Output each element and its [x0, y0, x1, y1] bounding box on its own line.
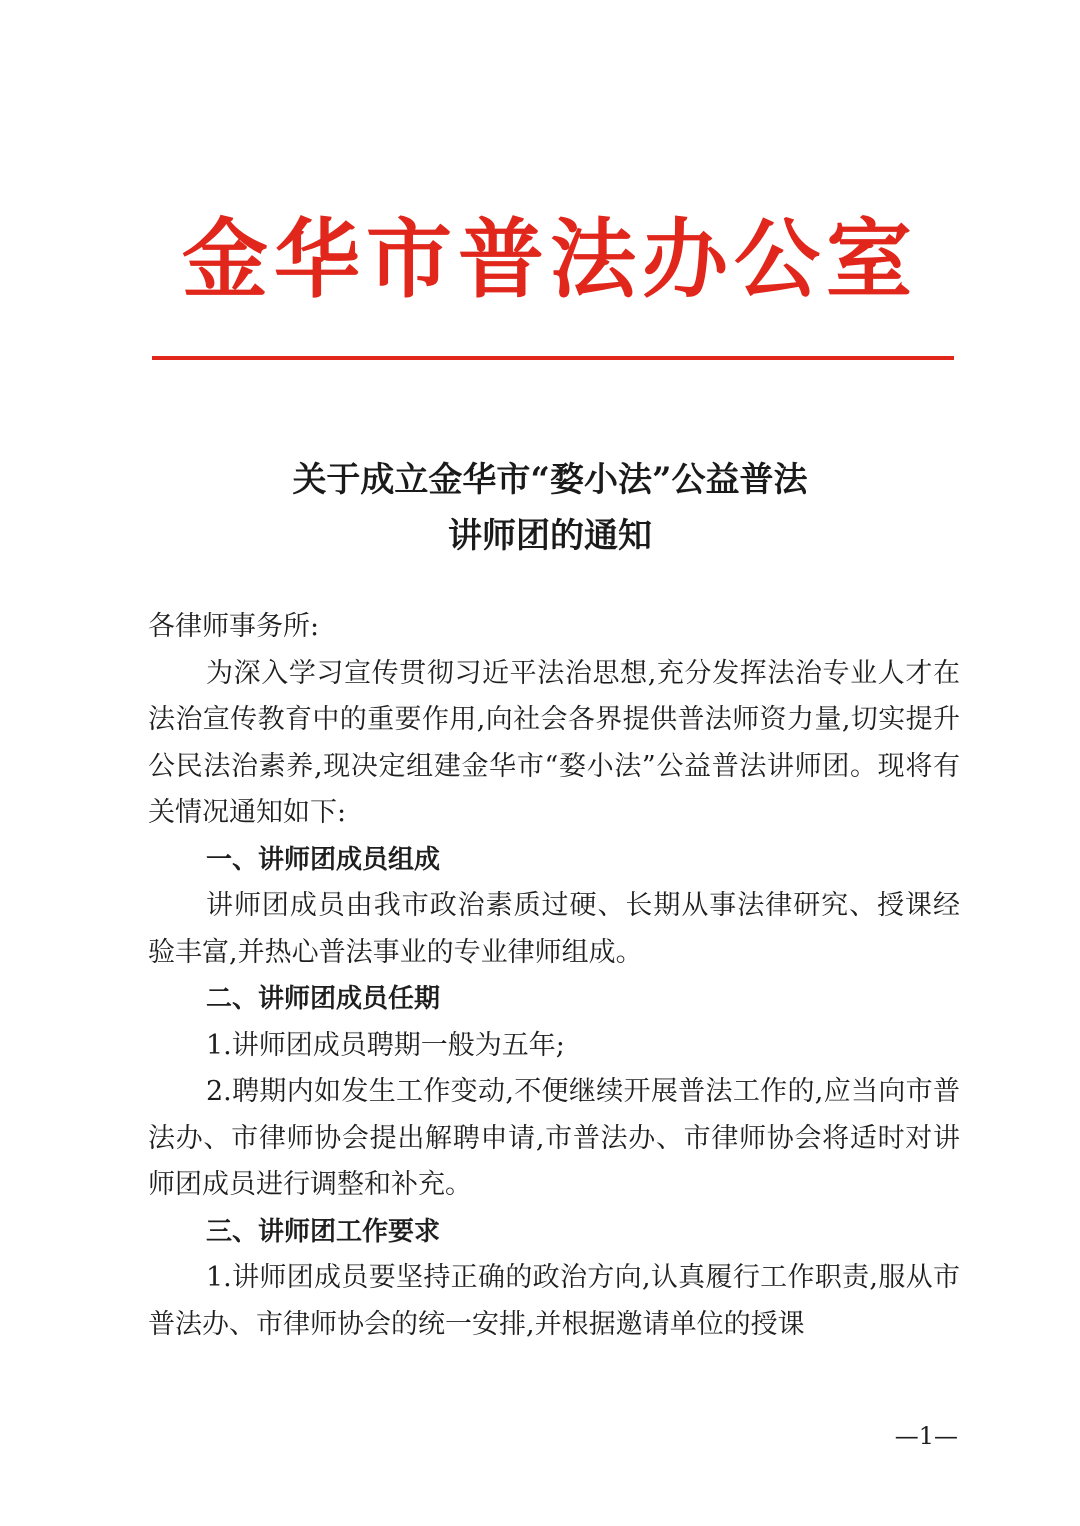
section-heading-requirements: 三、讲师团工作要求	[206, 1216, 441, 1247]
header-red-rule	[152, 356, 954, 360]
section-heading-members: 一、讲师团成员组成	[206, 844, 441, 875]
section-paragraph: 1.讲师团成员要坚持正确的政治方向,认真履行工作职责,服从市普法办、市律师协会的统一安排,并根据邀请单位的授课	[148, 1262, 960, 1340]
page-number: —1—	[894, 1422, 958, 1450]
document-body	[148, 604, 960, 1348]
issuing-org-title: 金华市普法办公室	[182, 209, 918, 310]
section-paragraph: 1.讲师团成员聘期一般为五年;	[206, 1029, 565, 1061]
salutation: 各律师事务所:	[148, 611, 320, 642]
document-title	[150, 452, 950, 564]
section-paragraph: 讲师团成员由我市政治素质过硬、长期从事法律研究、授课经验丰富,并热心普法事业的专业律师组成。	[148, 890, 960, 968]
document-title-line-1: 关于成立金华市“婺小法”公益普法	[292, 460, 808, 500]
section-heading-term: 二、讲师团成员任期	[206, 984, 441, 1014]
document-title-line-2: 讲师团的通知	[448, 516, 652, 556]
intro-paragraph: 为深入学习宣传贯彻习近平法治思想,充分发挥法治专业人才在法治宣传教育中的重要作用,向社会各界提供普法师资力量,切实提升公民法治素养,现决定组建金华市“婺小法”公益普法讲师团。现将有关情况通知如下:	[148, 657, 960, 828]
section-paragraph: 2.聘期内如发生工作变动,不便继续开展普法工作的,应当向市普法办、市律师协会提出解聘申请,市普法办、市律师协会将适时对讲师团成员进行调整和补充。	[148, 1076, 960, 1200]
